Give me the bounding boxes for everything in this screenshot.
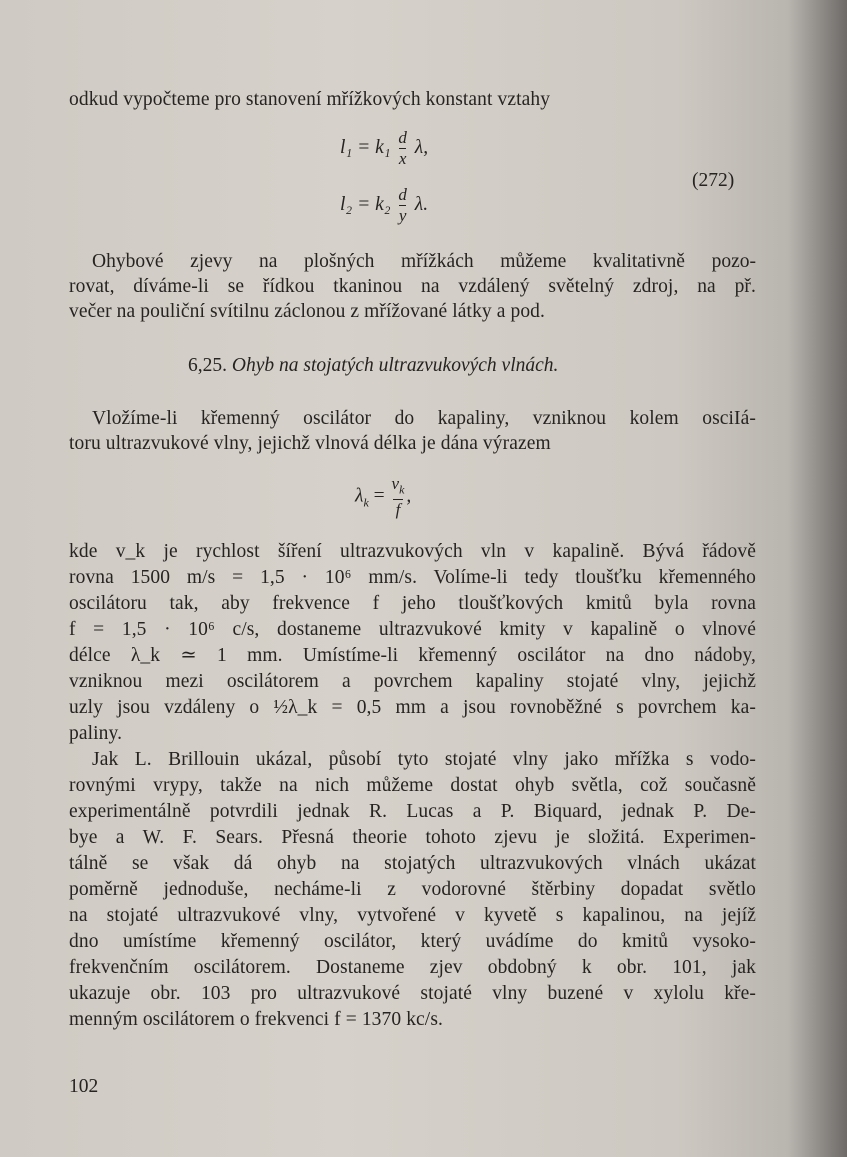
para4-line-11: menným oscilátorem o frekvenci f = 1370 kc/s. — [69, 1009, 443, 1030]
equation-lambda-k: $\lambda_k$ = $\frac{v_k}{f}$ , — [355, 474, 412, 520]
section-heading — [188, 355, 558, 377]
eq-l2-den: y — [398, 206, 407, 225]
para4-line-8: dno umístíme křemenný oscilátor, který uvádíme do kmitů vysoko- — [69, 931, 756, 952]
eq-lambda-num-sub: k — [399, 482, 405, 497]
para3-line-4: f = 1,5 · 10⁶ c/s, dostaneme ultrazvukové kmity v kapalině o vlnové — [69, 619, 756, 640]
eq-l2-num: d — [398, 185, 407, 204]
section-title: Ohyb na stojatých ultrazvukových vlnách. — [231, 355, 559, 376]
eq-l1-den: x — [398, 149, 407, 168]
para1-line-3: večer na pouliční svítilnu záclonou z mřížované látky a pod. — [69, 301, 546, 322]
eq-l2-lambda: λ. — [414, 193, 429, 215]
para3-line-7: uzly jsou vzdáleny o ½λ_k = 0,5 mm a jsou rovnoběžné s povrchem ka- — [69, 697, 756, 718]
para4-line-1: Jak L. Brillouin ukázal, působí tyto stojaté vlny jako mřížka s vodo- — [92, 749, 756, 770]
para1-text: Ohybové zjevy na plošných mřížkách můžeme kvalitativně pozo- — [92, 251, 756, 272]
eq-l1-fraction — [398, 128, 407, 169]
eq-lambda-num-v: v — [391, 474, 400, 493]
para3-line-1: kde v_k je rychlost šíření ultrazvukových vln v kapalině. Bývá řádově — [69, 541, 756, 562]
para1-line-1 — [92, 250, 756, 274]
equation-l2 — [340, 185, 428, 226]
para1-line-2: rovat, díváme-li se řídkou tkaninou na vzdálený světelný zdroj, na př. — [69, 276, 756, 297]
eq-lambda-lhs-sub: k — [363, 495, 369, 510]
para2-line-1: Vložíme-li křemenný oscilátor do kapaliny, vzniknou kolem osciIá- — [92, 408, 756, 429]
para4-line-5: tálně se však dá ohyb na stojatých ultrazvukových vlnách ukázat — [69, 853, 756, 874]
equation-l1 — [340, 128, 428, 169]
eq-lambda-lhs: λ — [355, 485, 364, 507]
para4-line-2: rovnými vrypy, takže na nich můžeme dostat ohyb světla, což současně — [69, 775, 756, 796]
eq-lambda-den: f — [395, 500, 401, 520]
para3-line-5: délce λ_k ≃ 1 mm. Umístíme-li křemenný oscilátor na dno nádoby, — [69, 645, 756, 666]
para4-line-3: experimentálně potvrdili jednak R. Lucas a P. Biquard, jednak P. De- — [69, 801, 756, 822]
eq-lambda-num — [392, 474, 405, 499]
para4-line-9: frekvenčním oscilátorem. Dostaneme zjev obdobný k obr. 101, jak — [69, 957, 756, 978]
para3-line-2: rovna 1500 m/s = 1,5 · 10⁶ mm/s. Volíme-li tedy tloušťku křemenného — [69, 567, 756, 588]
para2-line-2: toru ultrazvukové vlny, jejichž vlnová délka je dána výrazem — [69, 433, 551, 454]
para3-line-8: paliny. — [69, 723, 123, 744]
para4-line-4: bye a W. F. Sears. Přesná theorie tohoto zjevu je složitá. Experimen- — [69, 827, 756, 848]
eq-l1-num: d — [398, 128, 407, 147]
para4-line-10: ukazuje obr. 103 pro ultrazvukové stojaté vlny buzené v xylolu kře- — [69, 983, 756, 1004]
eq-lambda-fraction — [392, 474, 405, 520]
eq-l1-lhs: l₁ = k₁ — [340, 136, 391, 158]
para4-line-6: poměrně jednoduše, necháme-li z vodorovné štěrbiny dopadat světlo — [69, 879, 756, 900]
eq-l2-fraction — [398, 185, 407, 226]
page-number: 102 — [69, 1076, 99, 1097]
eq-l1-lambda: λ, — [414, 136, 429, 158]
intro-line: odkud vypočteme pro stanovení mřížkových konstant vztahy — [69, 89, 551, 110]
para4-line-7: na stojaté ultrazvukové vlny, vytvořené v kyvetě s kapalinou, na jejíž — [69, 905, 756, 926]
eq-l2-lhs: l₂ = k₂ — [340, 193, 391, 215]
eq-lambda-tail: , — [406, 485, 412, 507]
equation-number: (272) — [692, 170, 735, 191]
para3-line-6: vzniknou mezi oscilátorem a povrchem kapaliny stojaté vlny, jejichž — [69, 671, 756, 692]
para3-line-3: oscilátoru tak, aby frekvence f jeho tloušťkových kmitů byla rovna — [69, 593, 756, 614]
section-number: 6,25. — [188, 355, 227, 376]
